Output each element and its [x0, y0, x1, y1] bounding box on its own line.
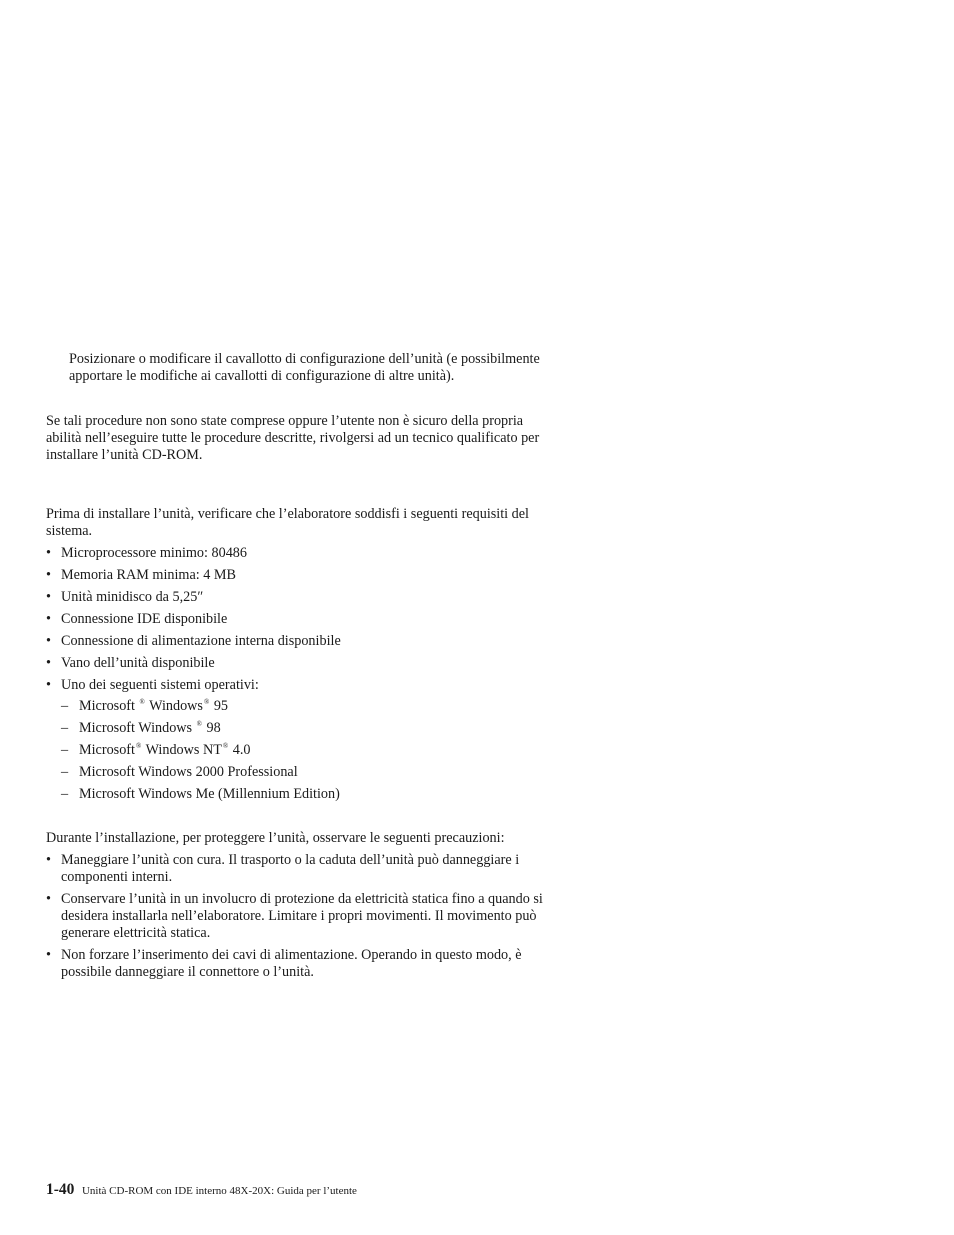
requirements-section — [46, 506, 561, 808]
list-item: • Conservare l’unità in un involucro di protezione da elettricità statica fino a quando si desidera installarla nell’elaboratore. Limitare i propri movimenti. Il movimento può generare elettricità statica. — [46, 891, 543, 941]
bullet-icon: • — [46, 655, 51, 671]
os-item: – Microsoft Windows ® 98 — [61, 720, 221, 736]
registered-mark: ® — [196, 720, 202, 728]
requirements-intro: Prima di installare l’unità, verificare che l’elaboratore soddisfi i seguenti requisiti del sistema. — [46, 506, 529, 539]
page-number: 1-40 — [46, 1181, 75, 1198]
bullet-icon: • — [46, 891, 51, 907]
os-item: – Microsoft Windows Me (Millennium Edition) — [61, 786, 340, 802]
os-item: – Microsoft Windows 2000 Professional — [61, 764, 298, 780]
footer-title: Unità CD-ROM con IDE interno 48X-20X: Guida per l’utente — [81, 1185, 357, 1197]
registered-mark: ® — [203, 698, 210, 706]
registered-mark: ® — [139, 698, 145, 706]
help-paragraph: Se tali procedure non sono state comprese oppure l’utente non è sicuro della propria abilità nell’eseguire tutte le procedure descritte, rivolgersi ad un tecnico qualificato per installare l’unità CD-ROM. — [46, 413, 540, 463]
registered-mark: ® — [222, 742, 229, 750]
os-item: – Microsoft® Windows NT® 4.0 — [61, 742, 251, 758]
bullet-icon: • — [46, 677, 51, 693]
bullet-icon: • — [46, 611, 51, 627]
list-item: • Connessione IDE disponibile — [46, 611, 228, 627]
bullet-icon: • — [46, 947, 51, 963]
jumper-paragraph: Posizionare o modificare il cavallotto di configurazione dell’unità (e possibilmente apportare le modifiche ai cavallotti di configurazione di altre unità). — [69, 351, 540, 384]
dash-icon: – — [61, 742, 69, 758]
precautions-intro: Durante l’installazione, per proteggere l’unità, osservare le seguenti precauzioni: — [46, 830, 505, 846]
precautions-list — [46, 852, 561, 981]
bullet-icon: • — [46, 545, 51, 561]
dash-icon: – — [61, 786, 69, 802]
list-item: • Uno dei seguenti sistemi operativi: – Microsoft ® Windows® 95 – Microsoft Windows ® 98 – Microsoft® Windows NT® 4.0 – Microsoft Windows 2000 Professional – Microsoft Windows Me (Millennium Edition) — [46, 677, 561, 803]
list-item: • Memoria RAM minima: 4 MB — [46, 567, 236, 583]
os-item: – Microsoft ® Windows® 95 — [61, 698, 229, 714]
page-footer — [46, 1181, 357, 1200]
precautions-section — [46, 830, 561, 986]
bullet-icon: • — [46, 852, 51, 868]
list-item: • Vano dell’unità disponibile — [46, 655, 215, 671]
dash-icon: – — [61, 764, 69, 780]
requirements-list — [46, 545, 561, 803]
registered-mark: ® — [135, 742, 142, 750]
list-item: • Unità minidisco da 5,25″ — [46, 589, 204, 605]
dash-icon: – — [61, 720, 69, 736]
bullet-icon: • — [46, 633, 51, 649]
os-list — [61, 698, 561, 803]
bullet-icon: • — [46, 567, 51, 583]
list-item: • Non forzare l’inserimento dei cavi di alimentazione. Operando in questo modo, è possibile danneggiare il connettore o l’unità. — [46, 947, 522, 980]
list-item: • Microprocessore minimo: 80486 — [46, 545, 247, 561]
dash-icon: – — [61, 698, 69, 714]
bullet-icon: • — [46, 589, 51, 605]
list-item: • Maneggiare l’unità con cura. Il trasporto o la caduta dell’unità può danneggiare i componenti interni. — [46, 852, 520, 885]
list-item: • Connessione di alimentazione interna disponibile — [46, 633, 341, 649]
